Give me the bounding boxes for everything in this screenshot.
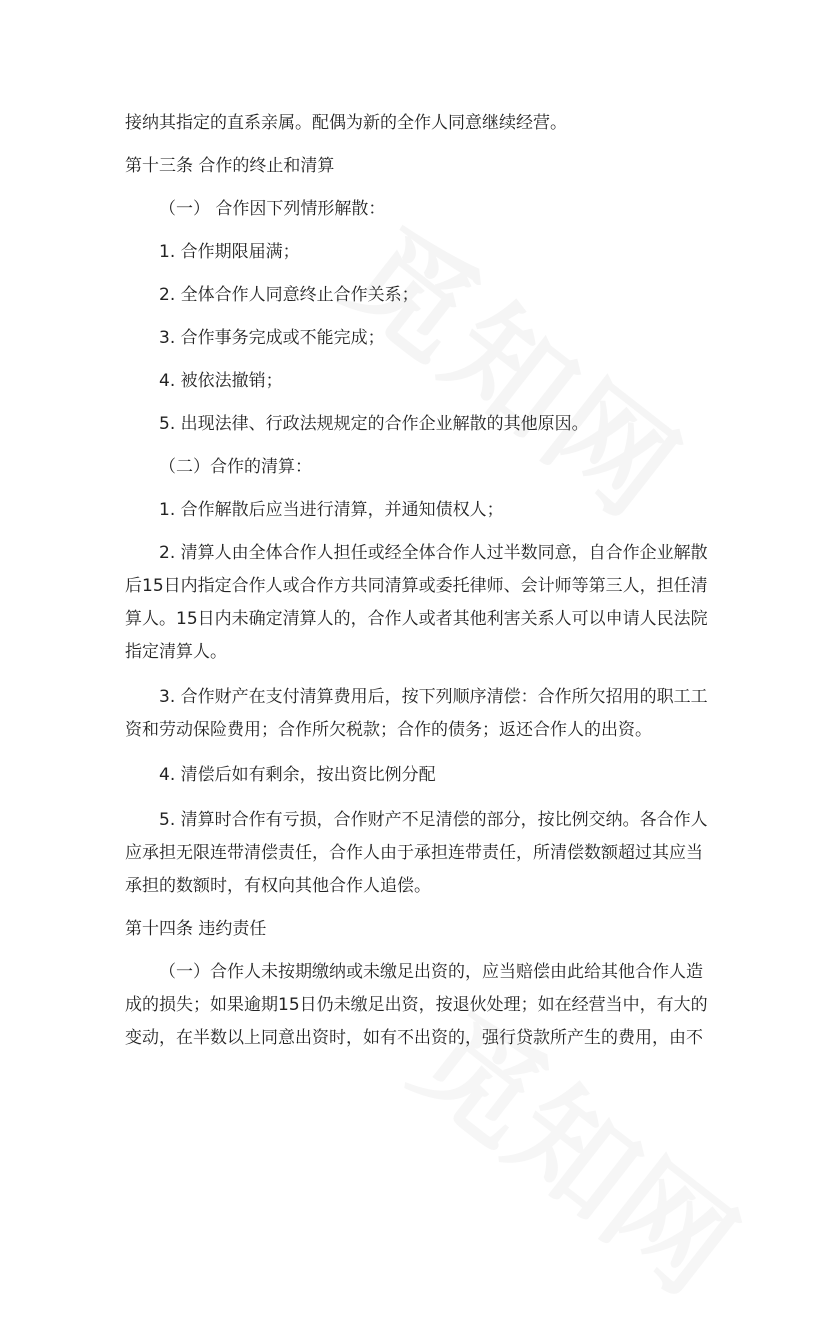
list-item: 5. 出现法律、行政法规规定的合作企业解散的其他原因。 [159,414,589,434]
list-item: 4. 清偿后如有剩余，按出资比例分配 [159,765,436,785]
list-item: 1. 合作解散后应当进行清算，并通知债权人； [159,500,504,520]
paragraph: （一）合作人未按期缴纳或未缴足出资的，应当赔偿由此给其他合作人造成的损失；如果逾期15日仍未缴足出资，按退伙处理；如在经营当中，有大的变动，在半数以上同意出资时，如有不出资的，强行贷款所产生的费用，由不 [125,962,708,1048]
paragraph-continuation: 接纳其指定的直系亲属。配偶为新的全作人同意继续经营。 [125,113,567,133]
list-item: 3. 合作事务完成或不能完成； [159,328,385,348]
list-item: 4. 被依法撤销； [159,371,283,391]
document-body [125,107,715,1055]
article-13-heading: 第十三条 合作的终止和清算 [125,156,335,176]
section-liquidation-heading: （二）合作的清算： [159,457,312,477]
list-item: 2. 全体合作人同意终止合作关系； [159,285,419,305]
list-item: 1. 合作期限届满； [159,242,300,262]
section-dissolution-heading: （一） 合作因下列情形解散： [159,199,386,219]
list-item: 5. 清算时合作有亏损，合作财产不足清偿的部分，按比例交纳。各合作人应承担无限连带清偿责任，合作人由于承担连带责任，所清偿数额超过其应当承担的数额时，有权向其他合作人追偿。 [125,810,708,896]
list-item: 3. 合作财产在支付清算费用后，按下列顺序清偿：合作所欠招用的职工工资和劳动保险费用；合作所欠税款；合作的债务；返还合作人的出资。 [125,687,708,740]
article-14-heading: 第十四条 违约责任 [125,919,267,939]
list-item: 2. 清算人由全体合作人担任或经全体合作人过半数同意，自合作企业解散后15日内指定合作人或合作方共同清算或委托律师、会计师等第三人，担任清算人。15日内未确定清算人的，合作人或者其他利害关系人可以申请人民法院指定清算人。 [125,543,708,662]
